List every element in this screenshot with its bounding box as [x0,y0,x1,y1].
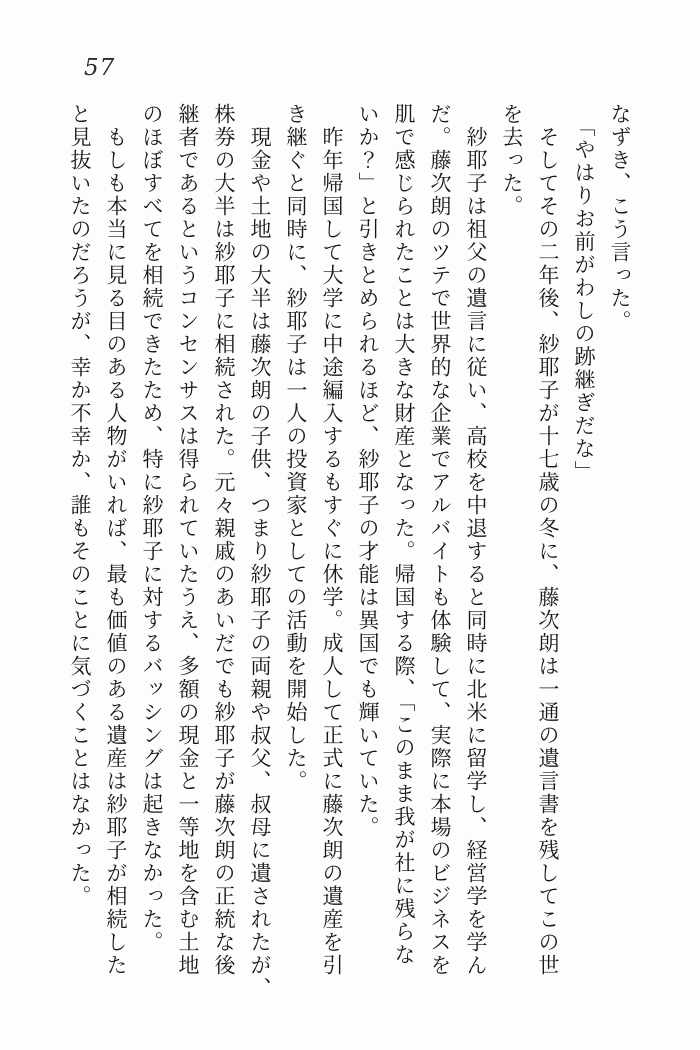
text-line: のほぼすべてを相続できたため、特に紗耶子に対するバッシングは起きなかった。 [140,103,164,954]
text-line: だ。藤次朗のツテで世界的な企業でアルバイトも体験して、実際に本場のビジネスを [428,103,452,977]
text-line: 肌で感じられたことは大きな財産となった。帰国する際、「このまま我が社に残らな [392,103,416,967]
text-line: き継ぐと同時に、紗耶子は一人の投資家としての活動を開始した。 [284,103,308,793]
text-line: もしも本当に見る目のある人物がいれば、最も価値のある遺産は紗耶子が相続した [104,103,128,977]
text-line: 昨年帰国して大学に中途編入するもすぐに休学。成人して正式に藤次朗の遺産を引 [320,103,344,977]
text-line: いか？」と引きとめられるほど、紗耶子の才能は異国でも輝いていた。 [356,103,380,839]
text-line: 「やはりお前がわしの跡継ぎだな」 [572,103,596,484]
text-line: と見抜いたのだろうが、幸か不幸か、誰もそのことに気づくことはなかった。 [68,103,92,908]
text-line: そしてその二年後、紗耶子が十七歳の冬に、藤次朗は一通の遺言書を残してこの世 [536,103,560,977]
page-number: 57 [84,55,116,81]
text-line: 現金や土地の大半は藤次朗の子供、つまり紗耶子の両親や叔父、叔母に遺されたが、 [248,103,272,1000]
vertical-text-block [62,103,638,1000]
text-line: 株券の大半は紗耶子に相続された。元々親戚のあいだでも紗耶子が藤次朗の正統な後 [212,103,236,977]
text-line: なずき、こう言った。 [608,103,632,333]
text-line: 紗耶子は祖父の遺言に従い、高校を中退すると同時に北米に留学し、経営学を学ん [464,103,488,977]
text-line: を去った。 [500,103,524,218]
text-line: 継者であるというコンセンサスは得られていたうえ、多額の現金と一等地を含む土地 [176,103,200,977]
